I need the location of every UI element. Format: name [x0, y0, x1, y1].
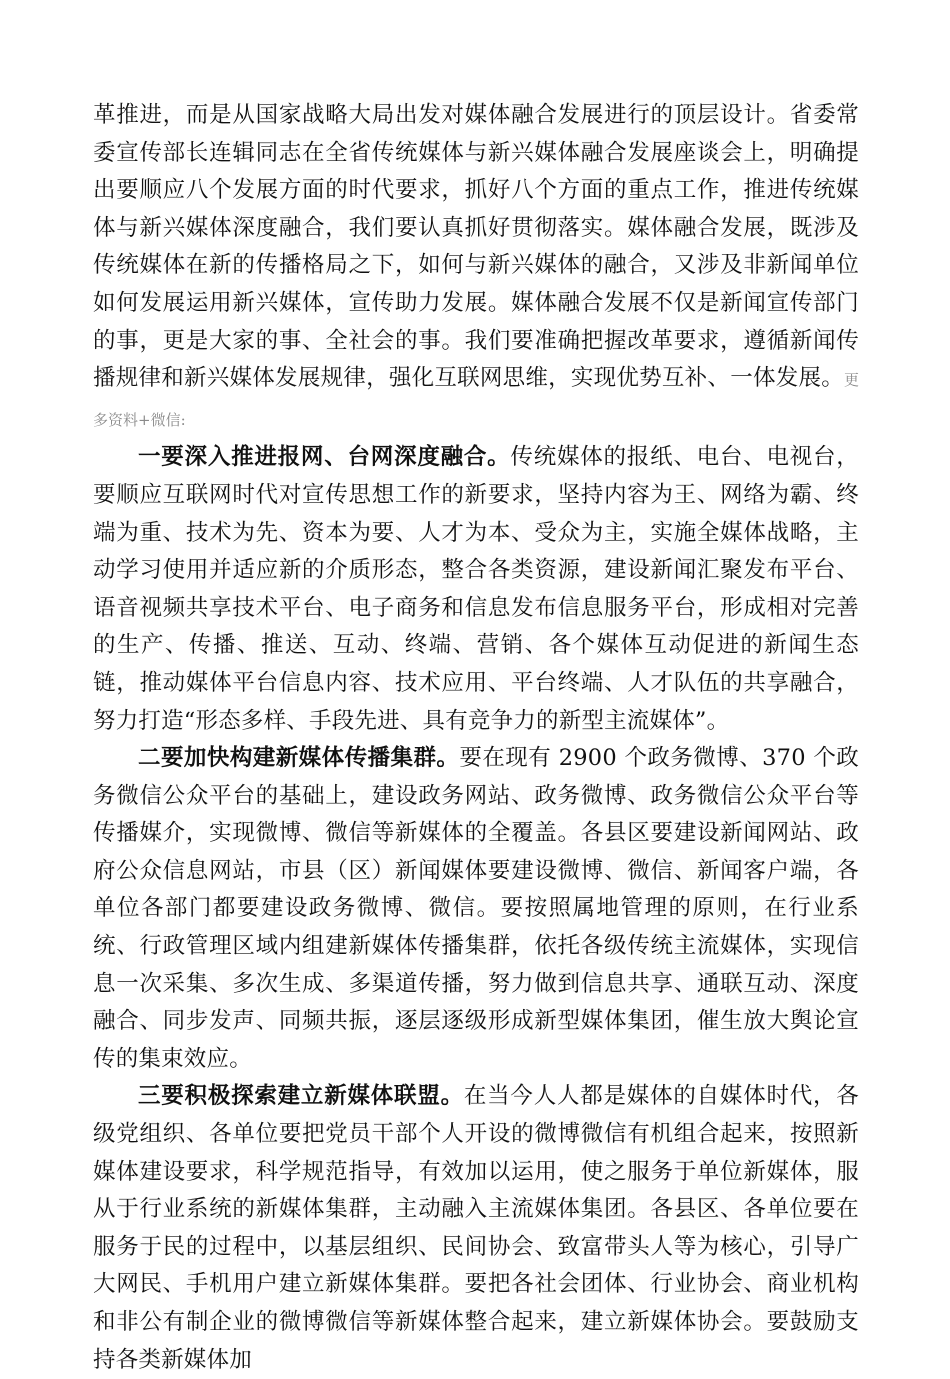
paragraph-point-1 [93, 439, 859, 740]
paragraph-text: 革推进，而是从国家战略大局出发对媒体融合发展进行的顶层设计。省委常委宣传部长连辑同志在全省传统媒体与新兴媒体融合发展座谈会上，明确提出要顺应八个发展方面的时代要求，抓好八个方面的重点工作，推进传统媒体与新兴媒体深度融合，我们要认真抓好贯彻落实。媒体融合发展，既涉及传统媒体在新的传播格局之下，如何与新兴媒体的融合，又涉及非新闻单位如何发展运用新兴媒体，宣传助力发展。媒体融合发展不仅是新闻宣传部门的事，更是大家的事、全社会的事。我们要准确把握改革要求，遵循新闻传播规律和新兴媒体发展规律，强化互联网思维，实现优势互补、一体发展。 [93, 102, 859, 392]
paragraph-text: 在当今人人都是媒体的自媒体时代，各级党组织、各单位要把党员干部个人开设的微博微信有机组合起来，按照新媒体建设要求，科学规范指导，有效加以运用，使之服务于单位新媒体，服从于行业系统的新媒体集群，主动融入主流媒体集团。各县区、各单位要在服务于民的过程中，以基层组织、民间协会、致富带头人等为核心，引导广大网民、手机用户建立新媒体集群。要把各社会团体、行业协会、商业机构和非公有制企业的微博微信等新媒体整合起来，建立新媒体协会。要鼓励支持各类新媒体加 [93, 1083, 859, 1373]
paragraph-heading: 二要加快构建新媒体传播集群。 [138, 745, 460, 772]
paragraph-intro [93, 97, 859, 439]
paragraph-heading: 一要深入推进报网、台网深度融合。 [138, 444, 511, 471]
paragraph-heading: 三要积极探索建立新媒体联盟。 [138, 1083, 464, 1110]
document-page [93, 97, 859, 1379]
paragraph-text: 传统媒体的报纸、电台、电视台，要顺应互联网时代对宣传思想工作的新要求，坚持内容为王、网络为霸、终端为重、技术为先、资本为要、人才为本、受众为主，实施全媒体战略，主动学习使用并适应新的介质形态，整合各类资源，建设新闻汇聚发布平台、语音视频共享技术平台、电子商务和信息发布信息服务平台，形成相对完善的生产、传播、推送、互动、终端、营销、各个媒体互动促进的新闻生态链，推动媒体平台信息内容、技术应用、平台终端、人才队伍的共享融合，努力打造“形态多样、手段先进、具有竞争力的新型主流媒体”。 [93, 444, 859, 734]
watermark-note: 更 多资料+微信: [93, 371, 859, 429]
paragraph-text: 要在现有 2900 个政务微博、370 个政务微信公众平台的基础上，建设政务网站、政务微博、政务微信公众平台等传播媒介，实现微博、微信等新媒体的全覆盖。各县区要建设新闻网站、政府公众信息网站，市县（区）新闻媒体要建设微博、微信、新闻客户端，各单位各部门都要建设政务微博、微信。要按照属地管理的原则，在行业系统、行政管理区域内组建新媒体传播集群，依托各级传统主流媒体，实现信息一次采集、多次生成、多渠道传播，努力做到信息共享、通联互动、深度融合、同步发声、同频共振，逐层逐级形成新型媒体集团，催生放大舆论宣传的集束效应。 [93, 745, 859, 1072]
paragraph-point-2 [93, 740, 859, 1078]
paragraph-point-3 [93, 1078, 859, 1379]
